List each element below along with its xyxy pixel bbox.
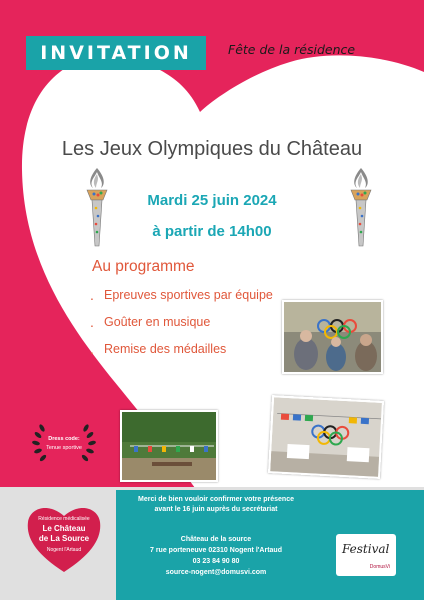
list-item [90,339,276,360]
logo-tagline: Résidence médicalisée [38,516,90,522]
dress-code-label: Dress code: [48,436,80,442]
contact-address: 7 rue porteneuve 02310 Nogent l'Artaud [150,547,282,554]
festival-word: Festival [342,542,390,556]
logo-town: Nogent l'Artaud [46,547,82,553]
invitation-label: INVITATION [40,42,192,64]
laurel-wreath-icon [30,418,98,468]
contact-phone: 03 23 84 90 80 [192,558,240,565]
rsvp-line-1: Merci de bien vouloir confirmer votre présence [138,496,294,503]
bullet-icon: . [90,341,94,357]
photo-decorated-hall [268,395,384,479]
programme-item: Goûter en musique [104,315,211,329]
bullet-icon: . [90,287,94,303]
programme-list [90,285,276,366]
photo-residents-olympic-rings [282,300,383,374]
event-title: Les Jeux Olympiques du Château [61,138,363,160]
programme-item: Remise des médailles [104,342,227,356]
event-time: à partir de 14h00 [152,223,272,240]
rsvp-notice [122,495,310,515]
festival-logo [336,534,396,576]
residence-logo [24,502,104,574]
contact-email: source-nogent@domusvi.com [165,569,267,576]
programme-heading: Au programme [92,258,195,275]
event-date: Mardi 25 juin 2024 [147,192,277,209]
programme-item: Epreuves sportives par équipe [104,288,273,302]
bullet-icon: . [90,314,94,330]
contact-name: Château de la source [180,536,252,543]
logo-name-line2: de La Source [38,534,90,543]
list-item [90,285,276,306]
logo-name-line1: Le Château [42,524,86,533]
list-item [90,312,276,333]
photo-outdoor-games [120,410,218,482]
festival-brand: DomusVi [369,564,390,570]
event-subtitle: Fête de la résidence [228,42,356,57]
rsvp-line-2: avant le 16 juin auprès du secrétariat [154,506,278,513]
dress-code-value: Tenue sportive [46,445,82,451]
dress-code-badge [30,418,98,468]
invitation-banner [26,36,206,70]
contact-block [122,534,310,578]
